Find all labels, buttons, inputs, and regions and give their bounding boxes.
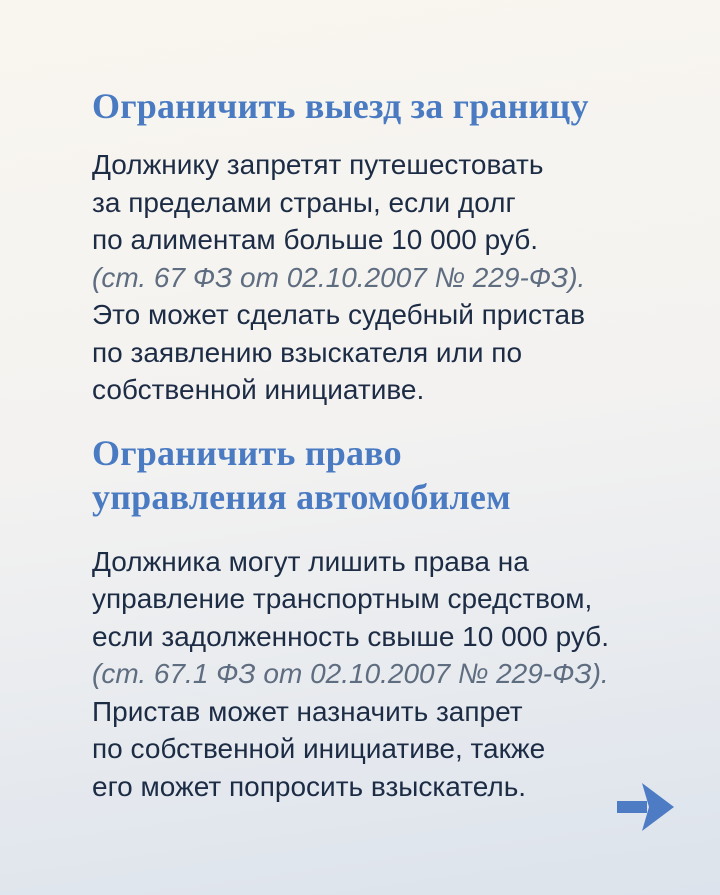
body-line: если задолженность свыше 10 000 руб. xyxy=(92,620,609,652)
heading-line: управления автомобилем xyxy=(92,476,511,517)
heading-line: Ограничить право xyxy=(92,432,402,473)
section-travel-ban xyxy=(92,84,676,409)
law-citation: (ст. 67.1 ФЗ от 02.10.2007 № 229-ФЗ). xyxy=(92,658,609,689)
arrow-right-icon xyxy=(616,780,674,834)
next-slide-button[interactable] xyxy=(616,780,674,834)
body-line: Пристав может назначить запрет xyxy=(92,695,523,727)
law-citation: (ст. 67 ФЗ от 02.10.2007 № 229-ФЗ). xyxy=(92,261,586,293)
body-line: его может попросить взыскатель. xyxy=(92,770,527,802)
section-travel-ban-body xyxy=(92,146,676,409)
section-travel-ban-title xyxy=(92,84,676,128)
body-line: собственной инициативе. xyxy=(92,374,425,405)
body-line: Должнику запретят путешестовать xyxy=(92,149,544,180)
body-line: по заявлению взыскателя или по xyxy=(92,336,523,368)
body-line: по алиментам больше 10 000 руб. xyxy=(92,224,539,255)
body-line: за пределами страны, если долг xyxy=(92,186,516,218)
section-driving-ban xyxy=(92,431,676,806)
body-line: Это может сделать судебный пристав xyxy=(92,299,585,330)
body-line: Должника могут лишить права на xyxy=(92,545,529,577)
section-driving-ban-title xyxy=(92,431,676,519)
body-line: по собственной инициативе, также xyxy=(92,733,546,764)
body-line: управление транспортным средством, xyxy=(92,583,593,614)
heading-line: Ограничить выезд за границу xyxy=(92,86,589,126)
section-driving-ban-body xyxy=(92,543,676,806)
